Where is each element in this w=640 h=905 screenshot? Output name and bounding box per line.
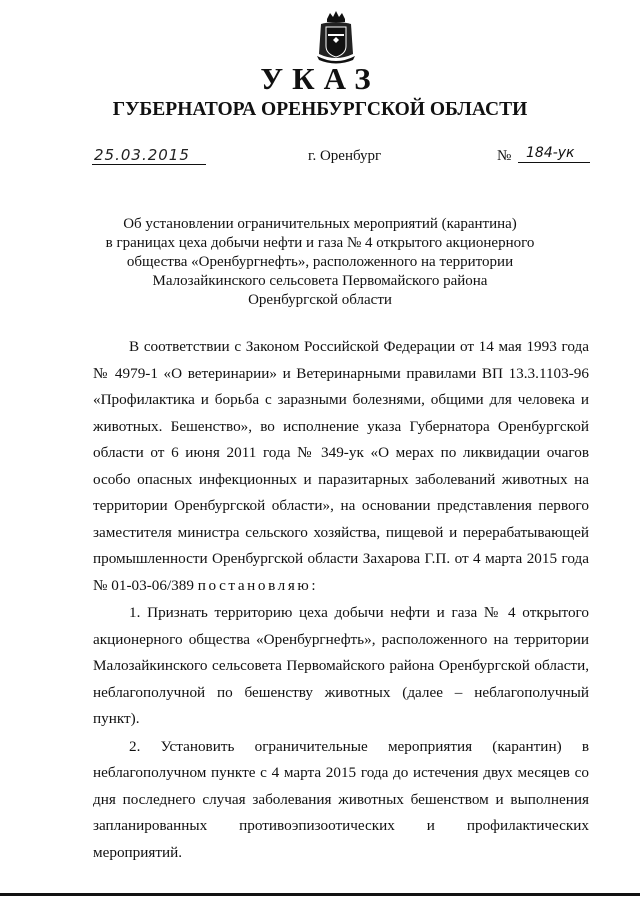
heading-line: Оренбургской области [248, 292, 392, 308]
document-city: г. Оренбург [308, 148, 382, 164]
heading-line: общества «Оренбургнефть», расположенного на территории [126, 254, 514, 270]
document-number-label: № [497, 148, 512, 164]
paragraph-preamble [93, 334, 589, 599]
document-heading [100, 215, 540, 310]
heading-line: Малозайкинского сельсовета Первомайского района [152, 273, 488, 289]
document-date: 25.03.2015 [92, 146, 206, 165]
coat-of-arms-icon [313, 10, 359, 66]
page-title: УКАЗ [260, 61, 380, 96]
document-body [93, 334, 589, 867]
page-bottom-rule [0, 893, 640, 896]
paragraph-item-2: 2. Установить ограничительные мероприятия (карантин) в неблагополучном пункте с 4 марта 2015 года до истечения двух месяцев со дня последнего случая заболевания животных бешенством и выполнения запланированных противоэпизоотических и профилактических мероприятий. [93, 737, 589, 861]
heading-line: в границах цеха добычи нефти и газа № 4 открытого акционерного [105, 235, 535, 251]
decree-word: постановляю: [197, 576, 319, 594]
paragraph-item-1: 1. Признать территорию цеха добычи нефти и газа № 4 открытого акционерного общества «Оренбургнефть», расположенного на территории Малозайкинского сельсовета Первомайского района Оренбургской области, неблагополучной по бешенству животных (далее – неблагополучный пункт). [93, 604, 589, 727]
document-number: 184-ук [518, 144, 590, 163]
page-subtitle: ГУБЕРНАТОРА ОРЕНБУРГСКОЙ ОБЛАСТИ [112, 99, 528, 120]
heading-line: Об установлении ограничительных мероприятий (карантина) [123, 216, 517, 232]
preamble-text: В соответствии с Законом Российской Федерации от 14 мая 1993 года № 4979-1 «О ветеринарии» и Ветеринарными правилами ВП 13.3.1103-96 «Профилактика и борьба с заразными болезнями, общими для человека и животных. Бешенство», во исполнение указа Губернатора Оренбургской области от 6 июня 2011 года № 349-ук «О мерах по ликвидации очагов особо опасных инфекционных и паразитарных заболеваний животных на территории Оренбургской области», на основании представления первого заместителя министра сельского хозяйства, пищевой и перерабатывающей промышленности Оренбургской области Захарова Г.П. от 4 марта 2015 года № 01-03-06/389 [93, 338, 589, 594]
